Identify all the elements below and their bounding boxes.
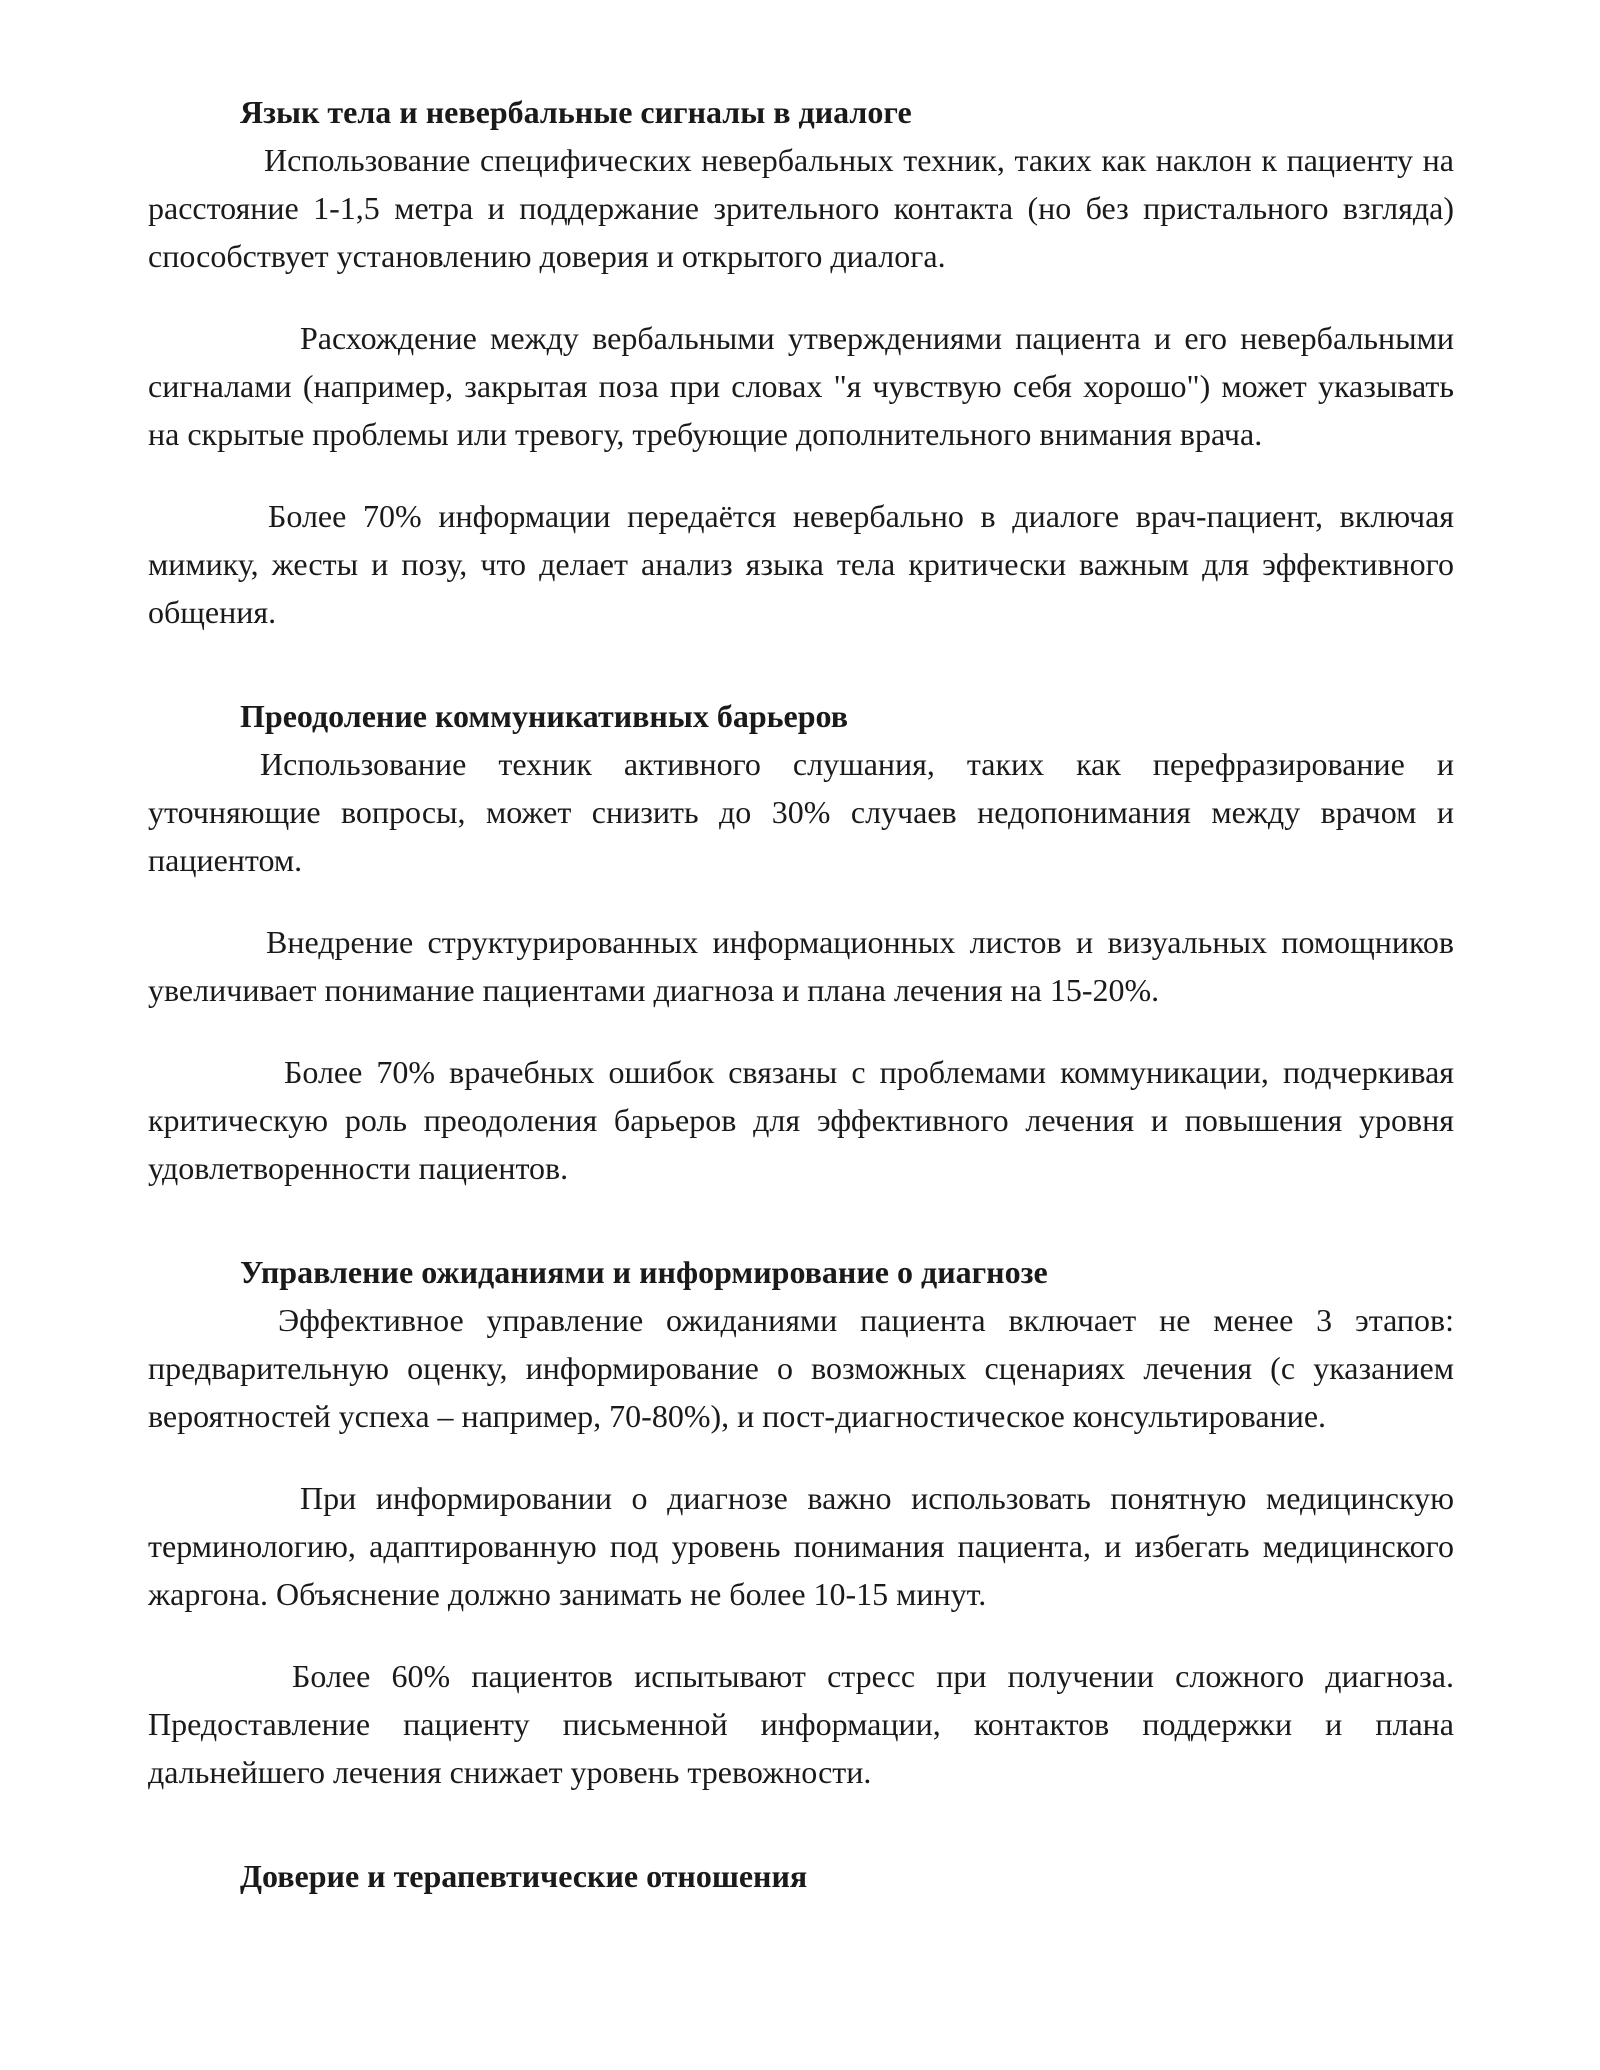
paragraph: При информировании о диагнозе важно использовать понятную медицинскую терминологию, адаптированную под уровень понимания пациента, и избегать медицинского жаргона. Объяснение должно занимать не более 10-15 минут. (148, 1480, 1454, 1612)
paragraph: Внедрение структурированных информационных листов и визуальных помощников увеличивает понимание пациентами диагноза и плана лечения на 15-20%. (148, 924, 1454, 1008)
section-heading: Язык тела и невербальные сигналы в диалоге (240, 94, 912, 130)
section-heading: Доверие и терапевтические отношения (240, 1858, 808, 1894)
paragraph: Более 70% информации передаётся невербально в диалоге врач-пациент, включая мимику, жесты и позу, что делает анализ языка тела критически важным для эффективного общения. (148, 498, 1454, 630)
paragraph: Более 60% пациентов испытывают стресс при получении сложного диагноза. Предоставление пациенту письменной информации, контактов поддержки и плана дальнейшего лечения снижает уровень тревожности. (148, 1658, 1454, 1790)
section-heading: Преодоление коммуникативных барьеров (240, 698, 849, 734)
paragraph: Расхождение между вербальными утверждениями пациента и его невербальными сигналами (например, закрытая поза при словах "я чувствую себя хорошо") может указывать на скрытые проблемы или тревогу, требующие дополнительного внимания врача. (148, 320, 1454, 452)
paragraph: Более 70% врачебных ошибок связаны с проблемами коммуникации, подчеркивая критическую роль преодоления барьеров для эффективного лечения и повышения уровня удовлетворенности пациентов. (148, 1054, 1454, 1186)
paragraph: Использование техник активного слушания, таких как перефразирование и уточняющие вопросы, может снизить до 30% случаев недопонимания между врачом и пациентом. (148, 746, 1454, 878)
section-heading: Управление ожиданиями и информирование о диагнозе (240, 1254, 1048, 1290)
paragraph: Использование специфических невербальных техник, таких как наклон к пациенту на расстояние 1-1,5 метра и поддержание зрительного контакта (но без пристального взгляда) способствует установлению доверия и открытого диалога. (148, 142, 1454, 274)
paragraph: Эффективное управление ожиданиями пациента включает не менее 3 этапов: предварительную оценку, информирование о возможных сценариях лечения (с указанием вероятностей успеха – например, 70-80%), и пост-диагностическое консультирование. (148, 1302, 1454, 1434)
document-page (148, 88, 1454, 1900)
